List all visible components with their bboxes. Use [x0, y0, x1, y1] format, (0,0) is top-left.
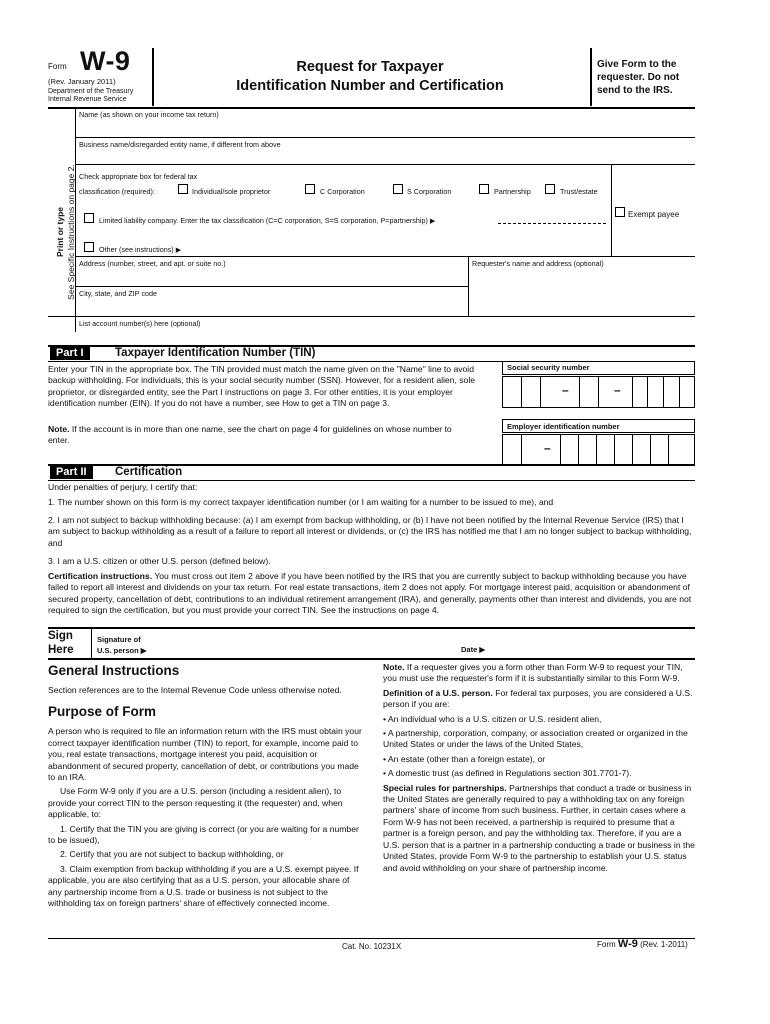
- tin-note-text: If the account is in more than one name, see the chart on page 4 for guidelines on whose number to enter.: [48, 424, 452, 446]
- sign-label: Sign: [48, 630, 73, 642]
- tin-note: [48, 424, 468, 447]
- footer-form-id: [597, 938, 688, 950]
- catalog-number: Cat. No. 10231X: [342, 942, 402, 951]
- cert-item-1: 1. The number shown on this form is my correct taxpayer identification number (or I am waiting for a number to be issued to me), and: [48, 497, 554, 507]
- exempt-payee-label: Exempt payee: [628, 210, 680, 219]
- irs-label: Internal Revenue Service: [48, 96, 127, 103]
- us-person-definition-bold: Definition of a U.S. person.: [383, 687, 493, 698]
- classification-label-1: Check appropriate box for federal tax: [79, 172, 198, 181]
- form-label: Form: [48, 62, 67, 71]
- give-form-note: Give Form to the requester. Do not send to the IRS.: [597, 59, 680, 96]
- date-label: Date ▶: [461, 645, 486, 654]
- name-field-label: Name (as shown on your income tax return): [79, 110, 219, 119]
- business-name-label: Business name/disregarded entity name, if different from above: [79, 140, 281, 149]
- purpose-text: [48, 726, 362, 909]
- purpose-paragraph-3: 1. Certify that the TIN you are giving is correct (or you are waiting for a number to be issued),: [48, 823, 359, 846]
- us-person-definition-text: For federal tax purposes, you are considered a U.S. person if you are:: [383, 687, 693, 710]
- perjury-statement: Under penalties of perjury, I certify that:: [48, 482, 198, 492]
- c-corporation-label: C Corporation: [320, 187, 365, 196]
- here-label: Here: [48, 644, 74, 656]
- signature-label-1: Signature of: [97, 635, 141, 644]
- account-numbers-field[interactable]: [76, 329, 695, 343]
- left-column: [48, 662, 362, 913]
- signature-label-2: U.S. person ▶: [97, 646, 147, 655]
- right-column: [383, 662, 695, 877]
- cert-item-3: 3. I am a U.S. citizen or other U.S. person (defined below).: [48, 556, 271, 566]
- form-title: [160, 58, 580, 96]
- cert-item-2: 2. I am not subject to backup withholding because: (a) I am exempt from backup withholding, or (b) I have not been notified by the Internal Revenue Service (IRS) that I am subject to backup withholding as a result of a failure to report all interest or dividends, or (c) the IRS has notified me that I am no longer subject to backup withholding, and: [48, 515, 692, 548]
- city-field[interactable]: [76, 299, 466, 315]
- part-2-title: Certification: [115, 466, 183, 478]
- print-or-type-label: Print or type: [55, 206, 65, 258]
- ssn-label: Social security number: [507, 363, 590, 372]
- bullet-4: • A domestic trust (as defined in Regulations section 301.7701-7).: [383, 768, 632, 779]
- requester-note: [383, 662, 695, 685]
- tin-instructions: [48, 364, 494, 410]
- date-field[interactable]: [490, 630, 690, 656]
- cert-instructions: [48, 571, 695, 617]
- signature-label: [97, 634, 147, 656]
- purpose-paragraph-4: 2. Certify that you are not subject to backup withholding, or: [60, 849, 284, 860]
- tin-note-bold: Note.: [48, 424, 70, 434]
- classification-label-2: classification (required):: [79, 187, 155, 196]
- requester-note-text: If a requester gives you a form other than Form W-9 to request your TIN, you must use the requester's form if it is substantially similar to this Form W-9.: [383, 662, 683, 684]
- bullet-1: • An individual who is a U.S. citizen or U.S. resident alien,: [383, 713, 602, 724]
- ein-label-box: [502, 419, 695, 433]
- revision-date: (Rev. January 2011): [48, 77, 116, 86]
- llc-label: Limited liability company. Enter the tax classification (C=C corporation, S=S corporation, P=partnership) ▶: [99, 216, 436, 225]
- requester-field[interactable]: [469, 269, 694, 315]
- purpose-paragraph-2: Use Form W-9 only if you are a U.S. person (including a resident alien), to provide your correct TIN to the person requesting it (the requester) and, when applicable, to:: [48, 786, 343, 820]
- purpose-paragraph-5: 3. Claim exemption from backup withholding if you are a U.S. exempt payee. If applicable, you are also certifying that as a U.S. person, your allocable share of any partnership income from a U.S. trade or business is not subject to the withholding tax on foreign partners' share of effectively connected income.: [48, 863, 359, 909]
- partnership-rules: [383, 783, 695, 874]
- section-references-text: Section references are to the Internal Revenue Code unless otherwise noted.: [48, 685, 342, 695]
- cert-instructions-bold: Certification instructions.: [48, 571, 153, 581]
- other-label: Other (see instructions) ▶: [99, 245, 182, 254]
- department: Department of the Treasury: [48, 88, 134, 95]
- name-field[interactable]: [76, 120, 695, 137]
- ssn-dash-1: –: [562, 383, 569, 397]
- ssn-label-box: [502, 361, 695, 375]
- account-numbers-label: List account number(s) here (optional): [79, 319, 201, 328]
- purpose-paragraph-1: A person who is required to file an information return with the IRS must obtain your correct taxpayer identification number (TIN) to report, for example, income paid to you, real estate transactions, mortgage interest you paid, acquisition or abandonment of secured property, cancellation of debt, or contributions you made to an IRA.: [48, 726, 362, 783]
- general-instructions-heading: General Instructions: [48, 663, 180, 678]
- sign-here-label: [48, 629, 74, 657]
- c-corporation-checkbox[interactable]: [305, 184, 315, 194]
- ssn-field[interactable]: [502, 376, 695, 408]
- ein-field[interactable]: [502, 434, 695, 466]
- partnership-rules-text: Partnerships that conduct a trade or business in the United States are generally required to pay a withholding tax on any foreign partners' share of income from such business. Further, in certain cases where a Form W-9 has not been received, a partnership is required to presume that a partner is a foreign person, and pay the withholding tax. Therefore, if you are a U.S. person that is a partner in a partnership conducting a trade or business in the United States, provide Form W-9 to the partnership to establish your U.S. status and avoid withholding on your share of partnership income.: [383, 782, 695, 873]
- requester-note-bold: Note.: [383, 662, 405, 672]
- form-number: W-9: [80, 46, 131, 76]
- partnership-rules-bold: Special rules for partnerships.: [383, 782, 507, 793]
- form-title-line2: Identification Number and Certification: [236, 78, 504, 94]
- s-corporation-checkbox[interactable]: [393, 184, 403, 194]
- partnership-checkbox[interactable]: [479, 184, 489, 194]
- bullet-3: • An estate (other than a foreign estate), or: [383, 753, 546, 764]
- bullet-2: • A partnership, corporation, company, or association created or organized in the United States or under the laws of the United States,: [383, 728, 688, 750]
- part-1-tag: Part I: [50, 346, 90, 360]
- footer-form-number: W-9: [617, 938, 638, 950]
- city-label: City, state, and ZIP code: [79, 289, 158, 298]
- see-instructions-label: See Specific Instructions on page 2.: [66, 164, 76, 300]
- partnership-label: Partnership: [494, 187, 531, 196]
- llc-classification-field[interactable]: [498, 222, 606, 224]
- individual-label: Individual/sole proprietor: [192, 187, 271, 196]
- cert-instructions-text: You must cross out item 2 above if you have been notified by the IRS that you are currently subject to backup withholding because you have failed to report all interest and dividends on your tax return. For real estate transactions, item 2 does not apply. For mortgage interest paid, acquisition or abandonment of secured property, cancellation of debt, contributions to an individual retirement arrangement (IRA), and generally, payments other than interest and dividends, you are not required to sign the certification, but you must provide your correct TIN. See the instructions on page 4.: [48, 571, 692, 616]
- address-field[interactable]: [76, 269, 466, 285]
- ein-label: Employer identification number: [507, 422, 620, 431]
- business-name-field[interactable]: [76, 150, 695, 164]
- address-label: Address (number, street, and apt. or suite no.): [79, 259, 226, 268]
- footer-revision: (Rev. 1-2011): [640, 940, 688, 949]
- part-1-title: Taxpayer Identification Number (TIN): [115, 347, 316, 359]
- individual-checkbox[interactable]: [178, 184, 188, 194]
- form-title-line1: Request for Taxpayer: [296, 59, 444, 75]
- trust-estate-checkbox[interactable]: [545, 184, 555, 194]
- llc-checkbox[interactable]: [84, 213, 94, 223]
- purpose-of-form-heading: Purpose of Form: [48, 704, 157, 720]
- requester-label: Requester's name and address (optional): [472, 259, 604, 268]
- us-person-definition: [383, 688, 695, 711]
- s-corporation-label: S Corporation: [407, 187, 452, 196]
- trust-estate-label: Trust/estate: [560, 187, 598, 196]
- part-2-tag: Part II: [50, 465, 93, 479]
- signature-field[interactable]: [160, 630, 450, 656]
- tin-instructions-text: Enter your TIN in the appropriate box. The TIN provided must match the name given on the "Name" line to avoid backup withholding. For individuals, this is your social security number (SSN). However, for a resident alien, sole proprietor, or disregarded entity, see the Part I instructions on page 3. For other entities, it is your employer identification number (EIN). If you do not have a number, see How to get a TIN on page 3.: [48, 364, 476, 409]
- ein-dash: –: [544, 441, 551, 455]
- footer-form-word: Form: [597, 940, 616, 949]
- other-checkbox[interactable]: [84, 242, 94, 252]
- ssn-dash-2: –: [614, 383, 621, 397]
- exempt-payee-checkbox[interactable]: [615, 207, 625, 217]
